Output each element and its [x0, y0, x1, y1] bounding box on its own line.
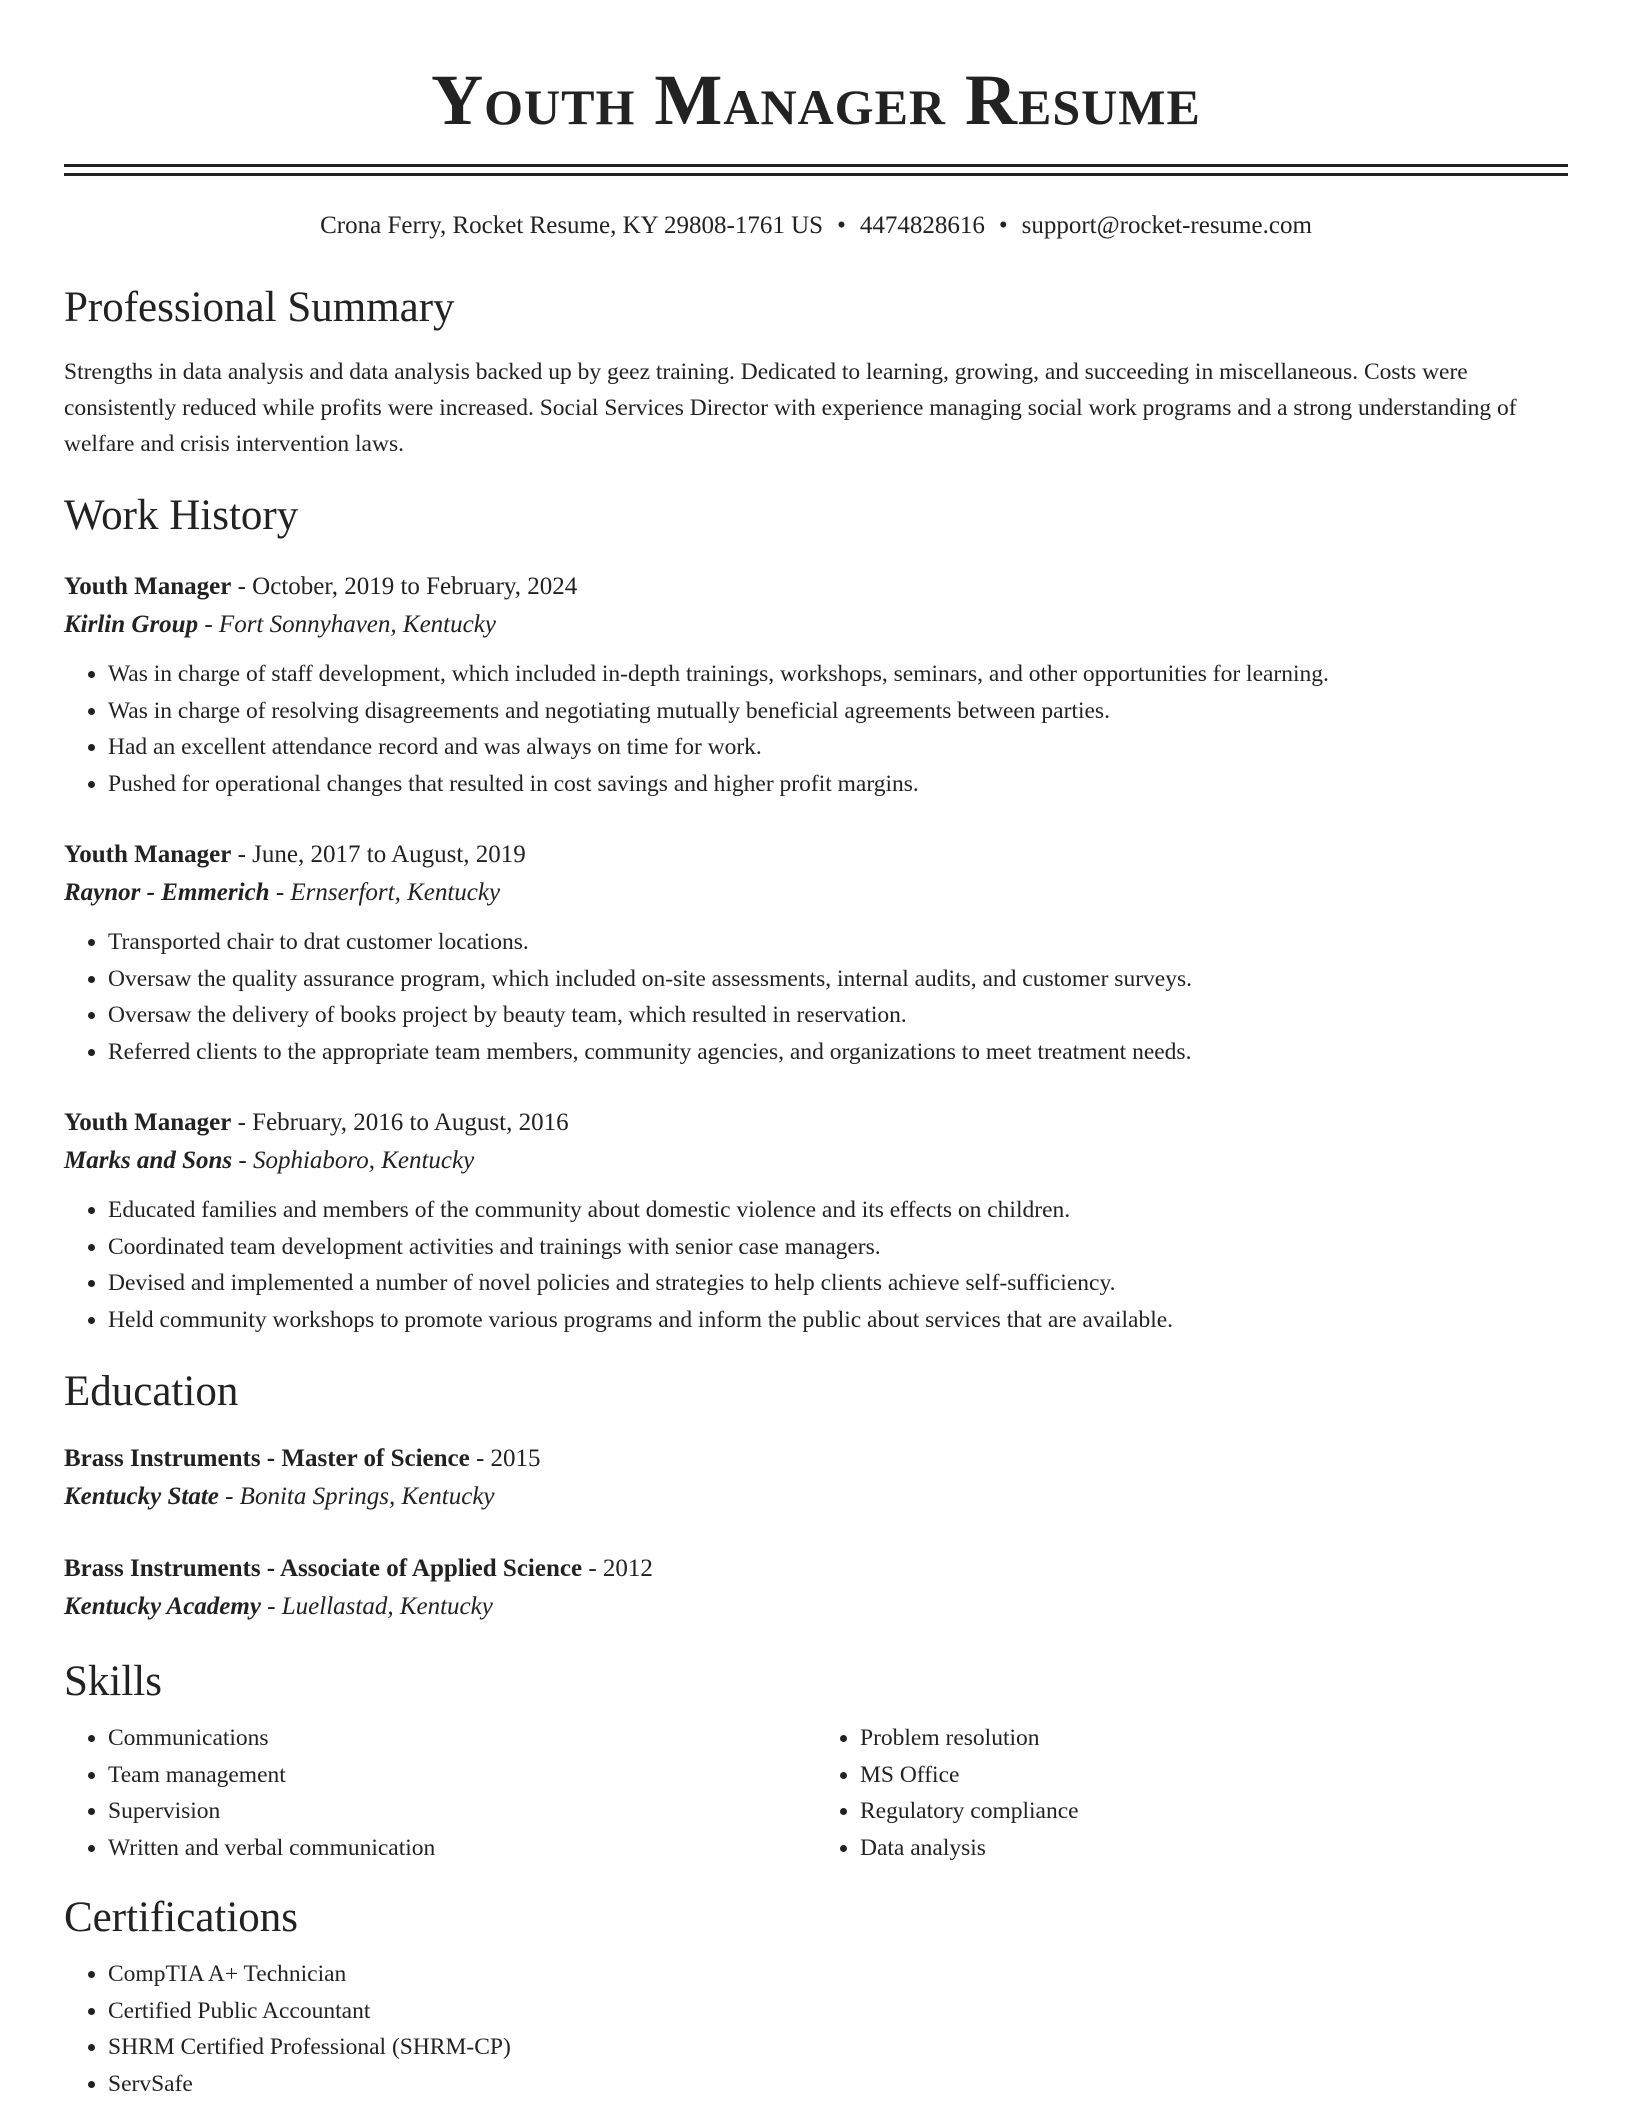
job-entry [64, 568, 1568, 802]
work-history-heading: Work History [64, 492, 299, 539]
job-bullet: • Had an excellent attendance record and was always on time for work. [108, 729, 1568, 766]
contact-address: Crona Ferry, Rocket Resume, KY 29808-1761 US [320, 212, 824, 239]
skill-item: • Data analysis [860, 1830, 1568, 1867]
skill-item: • Communications [108, 1720, 816, 1757]
certification-item: • ServSafe [108, 2066, 1568, 2103]
skill-item: • Written and verbal communication [108, 1830, 816, 1867]
degree-line [64, 1440, 1568, 1478]
education-entry [64, 1550, 1568, 1626]
skills-grid [64, 1720, 1568, 1866]
skill-item: • Regulatory compliance [860, 1793, 1568, 1830]
certifications-section [64, 1892, 1568, 2102]
job-dates: - October, 2019 to February, 2024 [231, 573, 578, 600]
employer-name: Marks and Sons [64, 1147, 233, 1174]
employer-line [64, 1142, 1568, 1180]
employer-name: Raynor - Emmerich [64, 879, 270, 906]
job-entry [64, 836, 1568, 1070]
employer-line [64, 874, 1568, 912]
employer-location: - Sophiaboro, Kentucky [232, 1147, 475, 1174]
skill-item: • Team management [108, 1757, 816, 1794]
contact-email: support@rocket-resume.com [1021, 212, 1312, 239]
degree-name: Brass Instruments - Associate of Applied Science [64, 1555, 583, 1582]
school-location: - Bonita Springs, Kentucky [218, 1483, 495, 1510]
job-bullet: • Devised and implemented a number of novel policies and strategies to help clients achieve self-sufficiency. [108, 1265, 1568, 1302]
job-title-line [64, 568, 1568, 606]
job-bullet: • Pushed for operational changes that resulted in cost savings and higher profit margins. [108, 766, 1568, 803]
contact-phone: 4474828616 [859, 212, 985, 239]
job-bullets [64, 924, 1568, 1070]
skills-section [64, 1656, 1568, 1866]
certifications-heading: Certifications [64, 1894, 299, 1941]
school-line [64, 1588, 1568, 1626]
job-title: Youth Manager [64, 841, 232, 868]
job-dates: - June, 2017 to August, 2019 [231, 841, 526, 868]
job-bullet: • Transported chair to drat customer locations. [108, 924, 1568, 961]
certifications-list [64, 1956, 1568, 2102]
education-entry [64, 1440, 1568, 1516]
degree-year: - 2015 [469, 1445, 541, 1472]
skills-column-right [816, 1720, 1568, 1866]
skills-heading: Skills [64, 1658, 162, 1705]
job-bullet: • Oversaw the delivery of books project by beauty team, which resulted in reservation. [108, 997, 1568, 1034]
certification-item: • Certified Public Accountant [108, 1993, 1568, 2030]
job-bullet: • Coordinated team development activities and trainings with senior case managers. [108, 1229, 1568, 1266]
employer-location: - Fort Sonnyhaven, Kentucky [198, 611, 496, 638]
education-heading: Education [64, 1368, 239, 1415]
employer-line [64, 606, 1568, 644]
degree-line [64, 1550, 1568, 1588]
skill-item: • MS Office [860, 1757, 1568, 1794]
skills-column-left [64, 1720, 816, 1866]
job-bullet: • Was in charge of resolving disagreements and negotiating mutually beneficial agreements between parties. [108, 693, 1568, 730]
degree-year: - 2012 [582, 1555, 653, 1582]
job-entry [64, 1104, 1568, 1338]
work-history-section [64, 490, 1568, 1338]
school-name: Kentucky State [64, 1483, 219, 1510]
job-title: Youth Manager [64, 1109, 232, 1136]
job-title-line [64, 836, 1568, 874]
certification-item: • SHRM Certified Professional (SHRM-CP) [108, 2029, 1568, 2066]
title-divider-top [64, 164, 1568, 167]
certification-item: • CompTIA A+ Technician [108, 1956, 1568, 1993]
school-name: Kentucky Academy [64, 1593, 261, 1620]
summary-text: Strengths in data analysis and data analysis backed up by geez training. Dedicated to learning, growing, and succeeding in miscellaneous. Costs were consistently reduced while profits were increased. Social Services Director with experience managing social work programs and a strong understanding of welfare and crisis intervention laws. [64, 359, 1517, 457]
employer-name: Kirlin Group [64, 611, 199, 638]
contact-line [64, 210, 1568, 242]
school-line [64, 1478, 1568, 1516]
job-bullets [64, 1192, 1568, 1338]
job-bullet: • Held community workshops to promote various programs and inform the public about services that are available. [108, 1302, 1568, 1339]
job-title: Youth Manager [64, 573, 232, 600]
job-dates: - February, 2016 to August, 2016 [231, 1109, 569, 1136]
contact-separator: • [998, 212, 1008, 239]
summary-section [64, 282, 1568, 462]
job-title-line [64, 1104, 1568, 1142]
education-section [64, 1366, 1568, 1626]
resume-page [64, 0, 1568, 2102]
summary-heading: Professional Summary [64, 284, 455, 331]
job-bullet: • Was in charge of staff development, which included in-depth trainings, workshops, seminars, and other opportunities for learning. [108, 656, 1568, 693]
job-bullet: • Educated families and members of the community about domestic violence and its effects on children. [108, 1192, 1568, 1229]
contact-separator: • [837, 212, 846, 239]
skill-item: • Problem resolution [860, 1720, 1568, 1757]
job-bullets [64, 656, 1568, 802]
title-divider-bottom [64, 173, 1568, 176]
school-location: - Luellastad, Kentucky [260, 1593, 493, 1620]
resume-title: Youth Manager Resume [431, 60, 1201, 140]
job-bullet: • Referred clients to the appropriate team members, community agencies, and organizations to meet treatment needs. [108, 1034, 1568, 1071]
job-bullet: • Oversaw the quality assurance program, which included on-site assessments, internal audits, and customer surveys. [108, 961, 1568, 998]
employer-location: - Ernserfort, Kentucky [269, 879, 501, 906]
degree-name: Brass Instruments - Master of Science [64, 1445, 470, 1472]
skill-item: • Supervision [108, 1793, 816, 1830]
